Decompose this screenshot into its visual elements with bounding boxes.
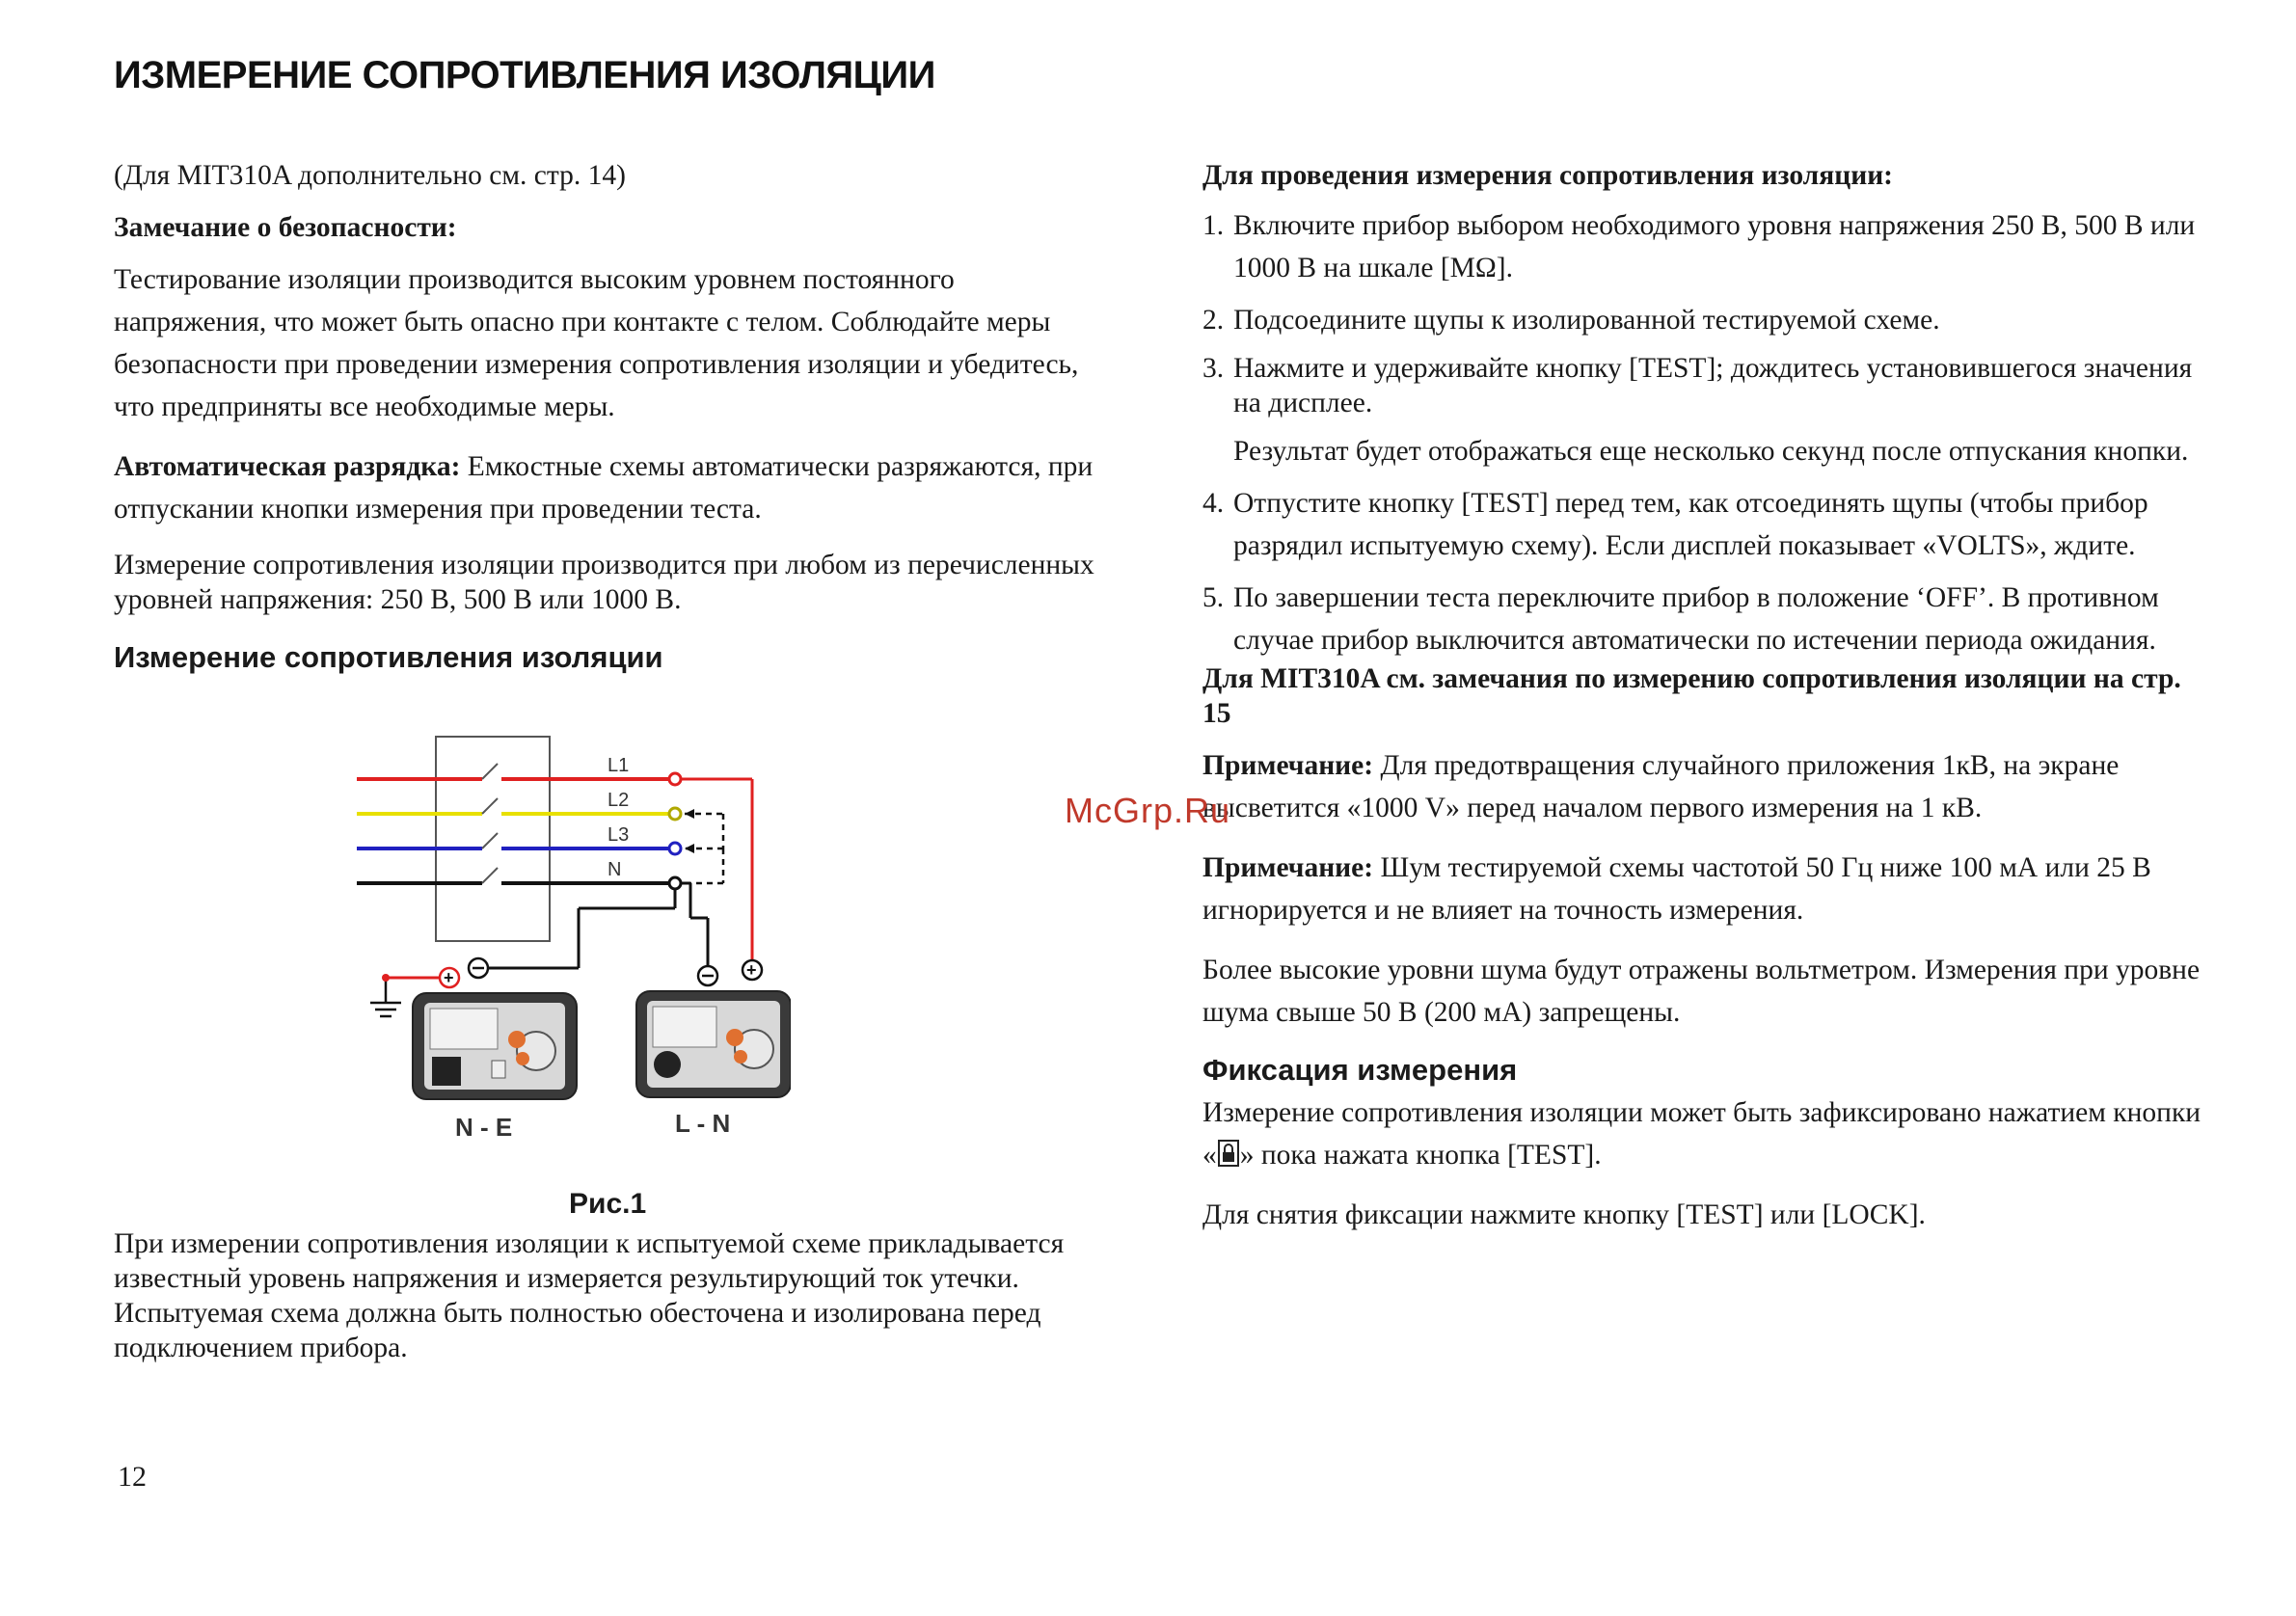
unlock-text: Для снятия фиксации нажмите кнопку [TEST] или [LOCK].: [1202, 1199, 1926, 1230]
line-n: [357, 868, 681, 889]
auto-discharge-text: Емкостные схемы автоматически разряжаются, при отпускании кнопки измерения при проведении теста.: [114, 451, 1094, 525]
safety-heading: Замечание о безопасности:: [114, 212, 457, 243]
note-1-label: Примечание:: [1202, 750, 1374, 781]
note-2: [1202, 847, 2205, 931]
right-column: [1202, 154, 2205, 1253]
diagram-heading: Измерение сопротивления изоляции: [114, 640, 663, 674]
tester-device-ne: [413, 993, 577, 1099]
step-item: Результат будет отображаться еще несколько секунд после отпускания кнопки.: [1233, 436, 2189, 467]
safety-text: Тестирование изоляции производится высоким уровнем постоянного напряжения, что может быть опасно при контакте с телом. Соблюдайте меры безопасности при проведении измерения сопротивления изоляции и убедитесь, что предприняты все необходимые меры.: [114, 264, 1079, 422]
device-ne-label: N - E: [455, 1113, 513, 1142]
auto-discharge-paragraph: [114, 445, 1107, 530]
step-item: 5. По завершении теста переключите прибор в положение ‘OFF’. В противном случае прибор выключится автоматически по истечении периода ожидания.: [1202, 582, 2159, 656]
procedure-steps: [1202, 204, 2205, 661]
label-l2: L2: [608, 790, 630, 811]
left-column: [114, 154, 1107, 692]
page-number: 12: [118, 1461, 147, 1493]
label-l1: L1: [608, 755, 630, 776]
note-2-text: Шум тестируемой схемы частотой 50 Гц ниже 100 мА или 25 В игнорируется и не влияет на точность измерения.: [1202, 852, 2151, 926]
note-2-label: Примечание:: [1202, 852, 1374, 883]
line-l2: [357, 798, 681, 820]
noise-text: Более высокие уровни шума будут отражены вольтметром. Измерения при уровне шума свыше 50 В (200 мА) запрещены.: [1202, 955, 2201, 1028]
note-1: [1202, 744, 2205, 829]
line-l1: [357, 764, 681, 785]
line-l3: [357, 833, 681, 854]
page-title: ИЗМЕРЕНИЕ СОПРОТИВЛЕНИЯ ИЗОЛЯЦИИ: [114, 54, 935, 96]
wiring-diagram: [347, 725, 791, 1149]
tester-device-ln: [636, 991, 791, 1097]
earth-symbol: [370, 1003, 401, 1016]
intro-note: (Для MIT310A дополнительно см. стр. 14): [114, 160, 626, 191]
label-l3: L3: [608, 824, 630, 846]
lock-icon: [1217, 1139, 1240, 1168]
step-item: 3. Нажмите и удерживайте кнопку [TEST]; дождитесь установившегося значения на дисплее.: [1202, 353, 2193, 418]
left-bottom-text: [114, 1226, 1107, 1365]
step-item: 1. Включите прибор выбором необходимого уровня напряжения 250 В, 500 В или 1000 В на шкале [MΩ].: [1202, 210, 2196, 283]
step-item: 4. Отпустите кнопку [TEST] перед тем, как отсоединять щупы (чтобы прибор разрядил испытуемую схему). Если дисплей показывает «VOLTS», ждите.: [1202, 488, 2148, 561]
after-text-1: При измерении сопротивления изоляции к испытуемой схеме прикладывается известный уровень напряжения и измеряется результирующий ток утечки.: [114, 1228, 1065, 1294]
step-item: 2. Подсоедините щупы к изолированной тестируемой схеме.: [1202, 305, 1940, 336]
lock-text: Измерение сопротивления изоляции может быть зафиксировано нажатием кнопки « » пока нажата кнопка [TEST].: [1202, 1097, 2201, 1171]
mit310a-note: Для MIT310A см. замечания по измерению сопротивления изоляции на стр. 15: [1202, 663, 2181, 729]
lock-heading: Фиксация измерения: [1202, 1053, 1518, 1087]
svg-text:+: +: [444, 968, 454, 987]
note-1-text: Для предотвращения случайного приложения 1кВ, на экране высветится «1000 V» перед началом первого измерения на 1 кВ.: [1202, 750, 2120, 823]
device-ln-label: L - N: [675, 1109, 731, 1138]
procedure-heading: Для проведения измерения сопротивления изоляции:: [1202, 160, 1894, 191]
figure-caption: Рис.1: [569, 1188, 647, 1220]
watermark: McGrp.Ru: [1065, 791, 1231, 830]
voltage-levels-text: Измерение сопротивления изоляции производится при любом из перечисленных уровней напряжения: 250 В, 500 В или 1000 В.: [114, 550, 1094, 615]
label-n: N: [608, 859, 622, 880]
after-text-2: Испытуемая схема должна быть полностью обесточена и изолирована перед подключением прибора.: [114, 1298, 1041, 1363]
svg-text:+: +: [746, 960, 757, 980]
auto-discharge-label: Автоматическая разрядка:: [114, 451, 461, 482]
